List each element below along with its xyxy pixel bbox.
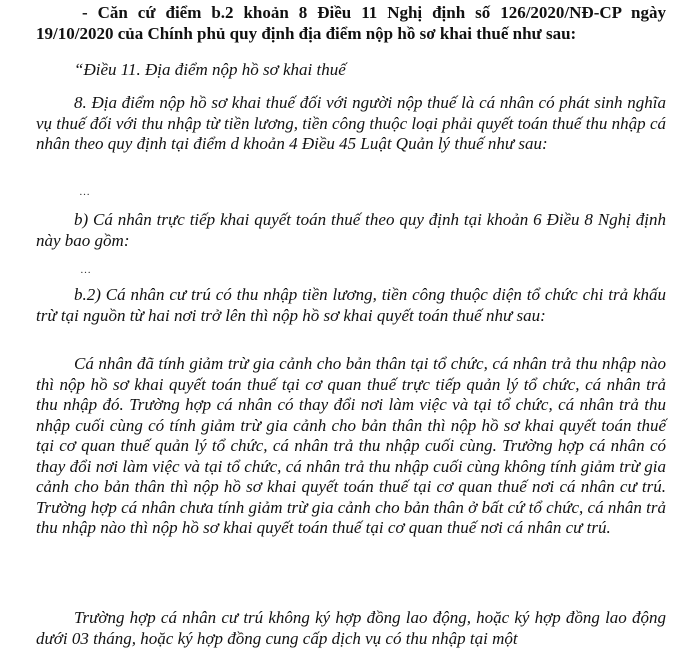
clause-b: b) Cá nhân trực tiếp khai quyết toán thuế theo quy định tại khoản 6 Điều 8 Nghị định này bao gồm:	[36, 210, 666, 250]
document-heading: - Căn cứ điểm b.2 khoản 8 Điều 11 Nghị định số 126/2020/NĐ-CP ngày 19/10/2020 của Chính phủ quy định địa điểm nộp hồ sơ khai thuế như sau:	[36, 3, 666, 43]
paragraph-2: Trường hợp cá nhân cư trú không ký hợp đồng lao động, hoặc ký hợp đồng lao động dưới 03 tháng, hoặc ký hợp đồng cung cấp dịch vụ có thu nhập tại một	[36, 608, 666, 648]
clause-8: 8. Địa điểm nộp hồ sơ khai thuế đối với người nộp thuế là cá nhân có phát sinh nghĩa vụ thuế đối với thu nhập từ tiền lương, tiền công thuộc loại phải quyết toán thuế thu nhập cá nhân theo quy định tại điểm d khoản 4 Điều 45 Luật Quản lý thuế như sau:	[36, 93, 666, 153]
ellipsis-2: …	[80, 264, 91, 276]
paragraph-1: Cá nhân đã tính giảm trừ gia cảnh cho bản thân tại tổ chức, cá nhân trả thu nhập nào thì nộp hồ sơ khai quyết toán thuế tại cơ quan thuế trực tiếp quản lý tổ chức, cá nhân trả thu nhập đó. Trường hợp cá nhân có thay đổi nơi làm việc và tại tổ chức, cá nhân trả thu nhập cuối cùng có tính giảm trừ gia cảnh cho bản thân thì nộp hồ sơ khai quyết toán thuế tại cơ quan thuế quản lý tổ chức, cá nhân trả thu nhập cuối cùng. Trường hợp cá nhân có thay đổi nơi làm việc và tại tổ chức, cá nhân trả thu nhập cuối cùng không tính giảm trừ gia cảnh cho bản thân thì nộp hồ sơ khai quyết toán thuế tại cơ quan thuế nơi cá nhân cư trú. Trường hợp cá nhân chưa tính giảm trừ gia cảnh cho bản thân ở bất cứ tổ chức, cá nhân trả thu nhập nào thì nộp hồ sơ khai quyết toán thuế tại cơ quan thuế nơi cá nhân cư trú.	[36, 354, 666, 537]
article-title: “Điều 11. Địa điểm nộp hồ sơ khai thuế	[74, 60, 346, 79]
clause-b2: b.2) Cá nhân cư trú có thu nhập tiền lương, tiền công thuộc diện tổ chức chi trả khấu trừ tại nguồn từ hai nơi trở lên thì nộp hồ sơ khai quyết toán thuế như sau:	[36, 285, 666, 325]
ellipsis-1: …	[79, 186, 90, 198]
